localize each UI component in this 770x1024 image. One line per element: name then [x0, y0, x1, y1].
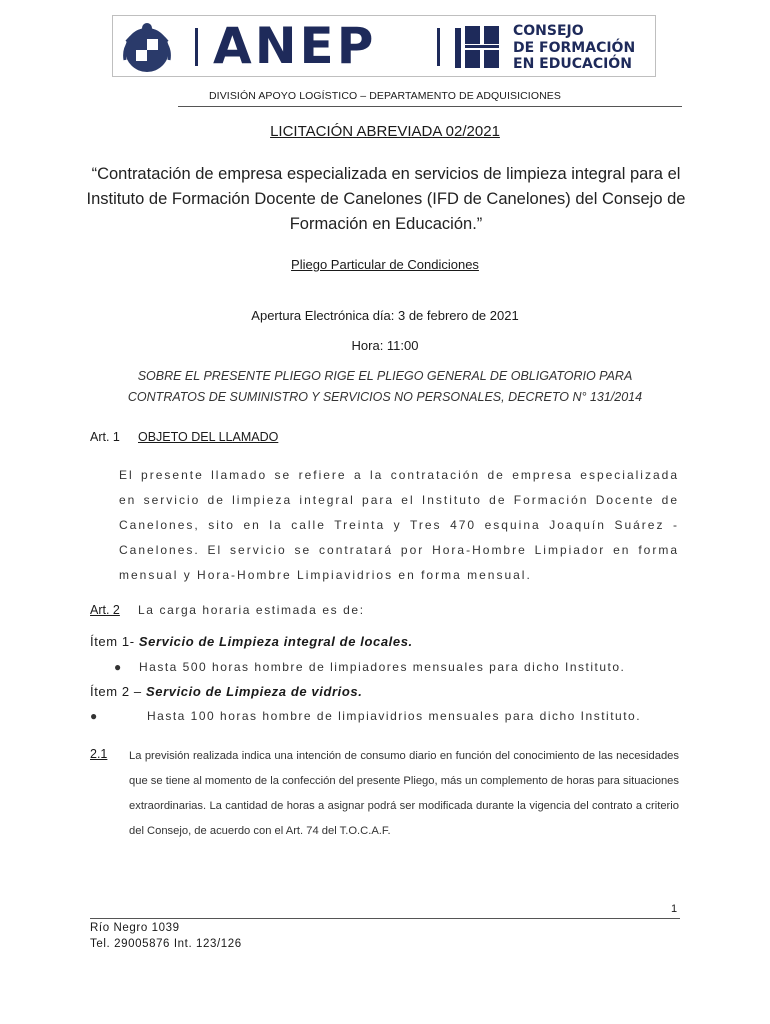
footer-rule: [90, 918, 680, 919]
footer-phone: Tel. 29005876 Int. 123/126: [90, 938, 242, 950]
cfe-logo-icon: [455, 26, 501, 68]
division-heading: DIVISIÓN APOYO LOGÍSTICO – DEPARTAMENTO DE ADQUISICIONES: [209, 90, 561, 102]
item-1-heading: Ítem 1- Servicio de Limpieza integral de locales.: [90, 634, 413, 649]
header-logo-banner: [112, 15, 656, 77]
item-2-bullet: Hasta 100 horas hombre de limpiavidrios mensuales para dicho Instituto.: [147, 709, 642, 723]
general-conditions-notice: SOBRE EL PRESENTE PLIEGO RIGE EL PLIEGO GENERAL DE OBLIGATORIO PARA CONTRATOS DE SUMINISTRO Y SERVICIOS NO PERSONALES, DECRETO N° 131/2014: [127, 369, 643, 404]
pliego-heading: Pliego Particular de Condiciones: [291, 257, 479, 272]
opening-time: Hora: 11:00: [351, 338, 419, 353]
anep-logo-text: ANEP: [213, 17, 377, 75]
article-1-number: Art. 1: [90, 430, 120, 444]
national-seal-icon: [119, 20, 175, 74]
page-number: 1: [671, 903, 678, 915]
tender-description: “Contratación de empresa especializada en servicios de limpieza integral para el Instituto de Formación Docente de Canelones (IFD de Canelones) del Consejo de Formación en Educación.”: [86, 165, 686, 233]
article-1-heading: OBJETO DEL LLAMADO: [138, 430, 279, 444]
document-title: LICITACIÓN ABREVIADA 02/2021: [270, 123, 500, 140]
article-2-text: La carga horaria estimada es de:: [138, 603, 365, 617]
item-2-heading: Ítem 2 – Servicio de Limpieza de vidrios.: [90, 684, 363, 699]
bullet-icon: ●: [90, 709, 99, 723]
section-2-1-number: 2.1: [90, 747, 108, 761]
article-2-number: Art. 2: [90, 603, 120, 617]
article-1-text: El presente llamado se refiere a la contratación de empresa especializada en servicio de limpieza integral para el Instituto de Formación Docente de Canelones, sito en la calle Treinta y Tres 470 esquina Joaquín Suárez - Canelones. El servicio se contratará por Hora-Hombre Limpiador en forma mensual y Hora-Hombre Limpiavidrios en forma mensual.: [119, 468, 679, 582]
header-rule: [178, 106, 682, 107]
item-1-bullet: Hasta 500 horas hombre de limpiadores mensuales para dicho Instituto.: [139, 660, 626, 674]
footer-address: Río Negro 1039: [90, 922, 180, 934]
header-divider: [437, 28, 440, 66]
header-divider: [195, 28, 198, 66]
opening-date: Apertura Electrónica día: 3 de febrero de 2021: [251, 308, 519, 323]
bullet-icon: ●: [114, 660, 123, 674]
council-name: CONSEJO DE FORMACIÓN EN EDUCACIÓN: [513, 23, 636, 72]
section-2-1-text: La previsión realizada indica una intención de consumo diario en función del conocimiento de las necesidades que se tiene al momento de la confección del presente Pliego, más un complemento de horas para situaciones extraordinarias. La cantidad de horas a asignar podrá ser modificada durante la vigencia del contrato a criterio del Consejo, de acuerdo con el Art. 74 del T.O.C.A.F.: [129, 750, 679, 837]
